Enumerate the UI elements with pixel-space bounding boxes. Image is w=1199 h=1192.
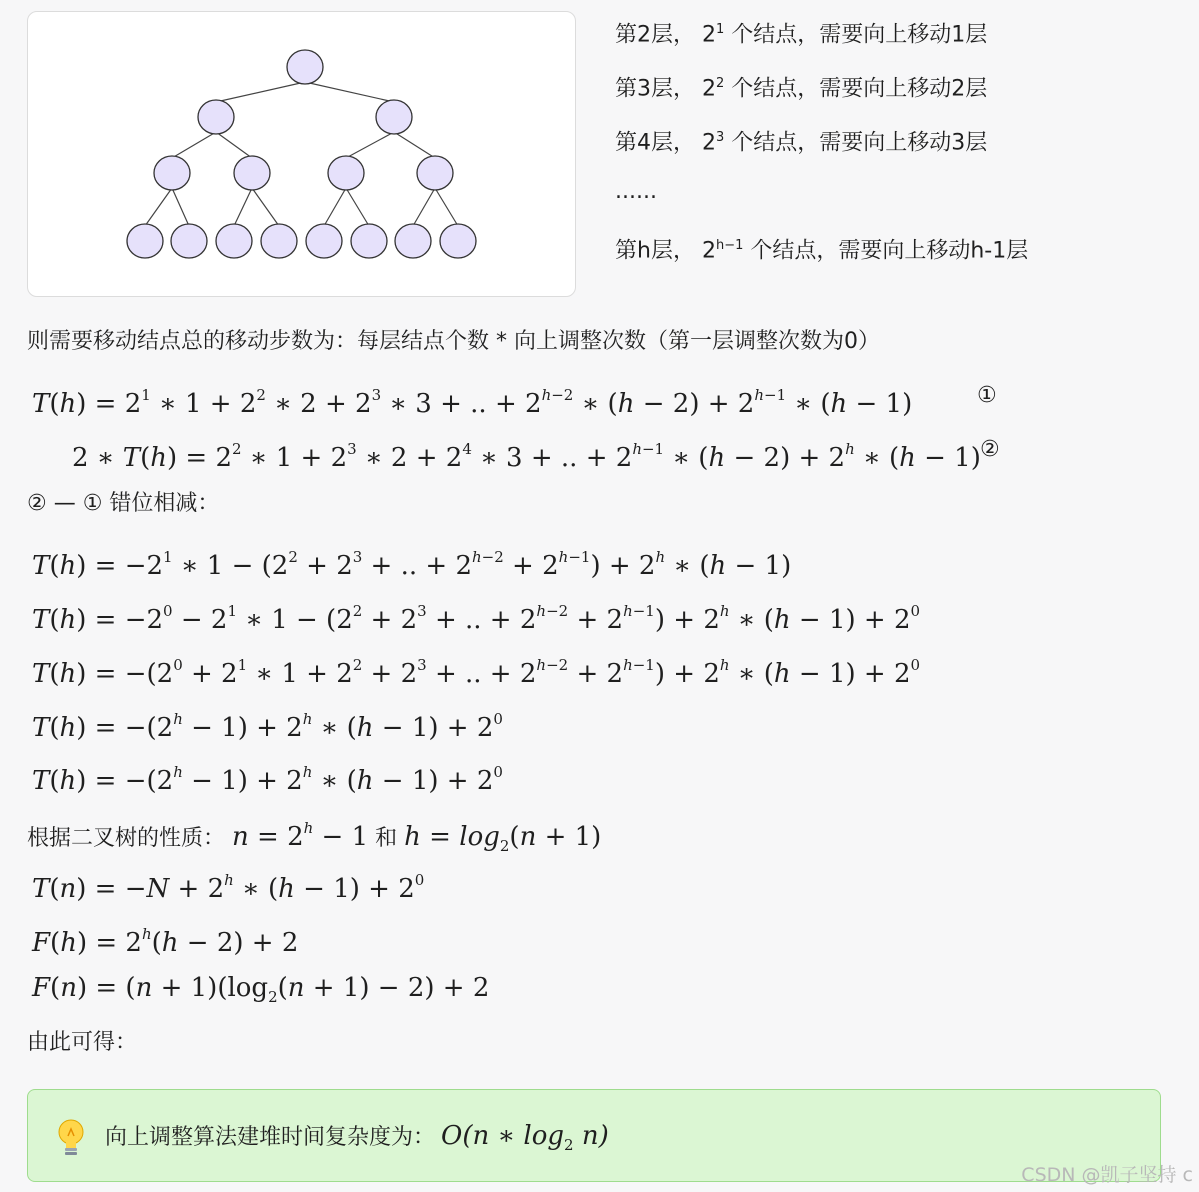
tree-edge (346, 188, 369, 226)
tree-edge (305, 82, 394, 102)
level-suffix: 个结点，需要向上移动2层 (724, 76, 988, 102)
level-prefix: 第h层， (615, 238, 695, 264)
tip-callout (27, 1089, 1161, 1182)
equation-2: 2 ∗ $T(h) = 2^2$ ∗ $1 + 2^3$ ∗ $2 + 2^4$ ∗ 3 + .. + $2^{h-1}$ ∗ $(h - 2) + 2^h$ ∗ (h − 1) (72, 440, 981, 473)
tree-node (261, 224, 297, 258)
intro-text: 则需要移动结点总的移动步数为：每层结点个数 * 向上调整次数（第一层调整次数为0） (27, 329, 880, 354)
tree-edge (145, 188, 172, 226)
tree-node (198, 100, 234, 134)
level-line (615, 231, 1028, 266)
level-base: 2 (702, 130, 716, 156)
level-base: 2 (702, 76, 716, 102)
level-line (615, 69, 987, 104)
tree-edge (216, 82, 305, 102)
tip-formula-end: n) (573, 1121, 609, 1151)
tree-node (376, 100, 412, 134)
equation-1: $T(h) = 2^1$ ∗ $1 + 2^2$ ∗ $2 + 2^3$ ∗ 3 + .. + $2^{h-2}$ ∗ $(h - 2) + 2^{h-1}$ ∗ (h − 1) (32, 386, 913, 419)
level-prefix: 第2层， (615, 22, 695, 48)
tree-svg (28, 12, 575, 296)
tree-edge (346, 132, 394, 158)
tree-node (306, 224, 342, 258)
tip-text (105, 1119, 609, 1162)
tip-label: 向上调整算法建堆时间复杂度为： (105, 1125, 436, 1150)
subtract-label: ② — ① 错位相减： (27, 491, 220, 516)
tree-edge (216, 132, 252, 158)
property-label: 根据二叉树的性质： (27, 826, 226, 851)
tree-edge (252, 188, 279, 226)
watermark: CSDN @凯子坚持 c (1021, 1164, 1193, 1186)
lightbulb-icon (56, 1118, 86, 1158)
conclusion-label: 由此可得： (27, 1030, 138, 1055)
tree-node (154, 156, 190, 190)
equation-1-marker: ① (977, 383, 997, 408)
level-exp: 1 (716, 22, 725, 37)
level-line-ellipsis (615, 177, 657, 207)
property-formula-n: $n = 2^h - 1$ (232, 819, 369, 852)
property-and: 和 (375, 826, 398, 851)
derivation-step: $T(h) = -(2^h - 1) + 2^h$ ∗ $(h - 1) + 2^0$ (32, 710, 503, 743)
binary-tree-diagram (27, 11, 576, 297)
derivation-step: $T(h) = -2^1$ ∗ $1 - (2^2 + 2^3$ + .. + $2^{h-2} + 2^{h-1}) + 2^h$ ∗ (h − 1) (32, 548, 792, 581)
level-ellipsis: ...... (615, 179, 657, 204)
tree-edge (394, 132, 435, 158)
tree-node (171, 224, 207, 258)
tip-formula-main: O(n ∗ log (441, 1121, 565, 1151)
level-base: 2 (701, 238, 716, 264)
level-exp: 2 (716, 76, 725, 91)
tip-formula-sub: 2 (564, 1136, 574, 1155)
level-exp: 3 (716, 130, 725, 145)
level-suffix: 个结点，需要向上移动h-1层 (743, 238, 1029, 264)
level-line (615, 123, 987, 158)
level-prefix: 第3层， (615, 76, 695, 102)
property-formula-h: $h = \log_2(n + 1)$ (404, 822, 602, 856)
tree-node (395, 224, 431, 258)
property-line (27, 811, 601, 863)
tree-node (328, 156, 364, 190)
tree-node (216, 224, 252, 258)
equation-2-marker: ② (980, 437, 1000, 462)
tree-edge (172, 188, 189, 226)
level-base: 2 (702, 22, 716, 48)
tree-edge (435, 188, 458, 226)
derivation-step: $T(h) = -2^0 - 2^1$ ∗ $1 - (2^2 + 2^3$ + .. + $2^{h-2} + 2^{h-1}) + 2^h$ ∗ $(h - 1) + 2^0$ (32, 602, 921, 635)
tree-node (127, 224, 163, 258)
tree-node (287, 50, 323, 84)
derivation-step: $T(h) = -(2^0 + 2^1$ ∗ $1 + 2^2 + 2^3$ + .. + $2^{h-2} + 2^{h-1}) + 2^h$ ∗ $(h - 1) + 2^0$ (32, 656, 921, 689)
tree-node (440, 224, 476, 258)
tree-edge (234, 188, 252, 226)
level-exp: h−1 (715, 238, 744, 253)
result-equation: $F(h) = 2^h(h - 2) + 2$ (32, 925, 299, 958)
tip-formula (441, 1121, 609, 1155)
level-prefix: 第4层， (615, 130, 695, 156)
tree-node (417, 156, 453, 190)
result-equation: $F(n) = (n + 1)(\log_2(n + 1) - 2) + 2$ (32, 973, 490, 1007)
level-suffix: 个结点，需要向上移动1层 (724, 22, 988, 48)
tree-edge (413, 188, 435, 226)
tree-edge (324, 188, 346, 226)
tree-edge (172, 132, 216, 158)
tree-node (351, 224, 387, 258)
result-equation: $T(n) = -N + 2^h$ ∗ $(h - 1) + 2^0$ (32, 871, 425, 904)
derivation-step: $T(h) = -(2^h - 1) + 2^h$ ∗ $(h - 1) + 2^0$ (32, 763, 503, 796)
level-line (615, 15, 987, 50)
tree-node (234, 156, 270, 190)
level-suffix: 个结点，需要向上移动3层 (724, 130, 988, 156)
